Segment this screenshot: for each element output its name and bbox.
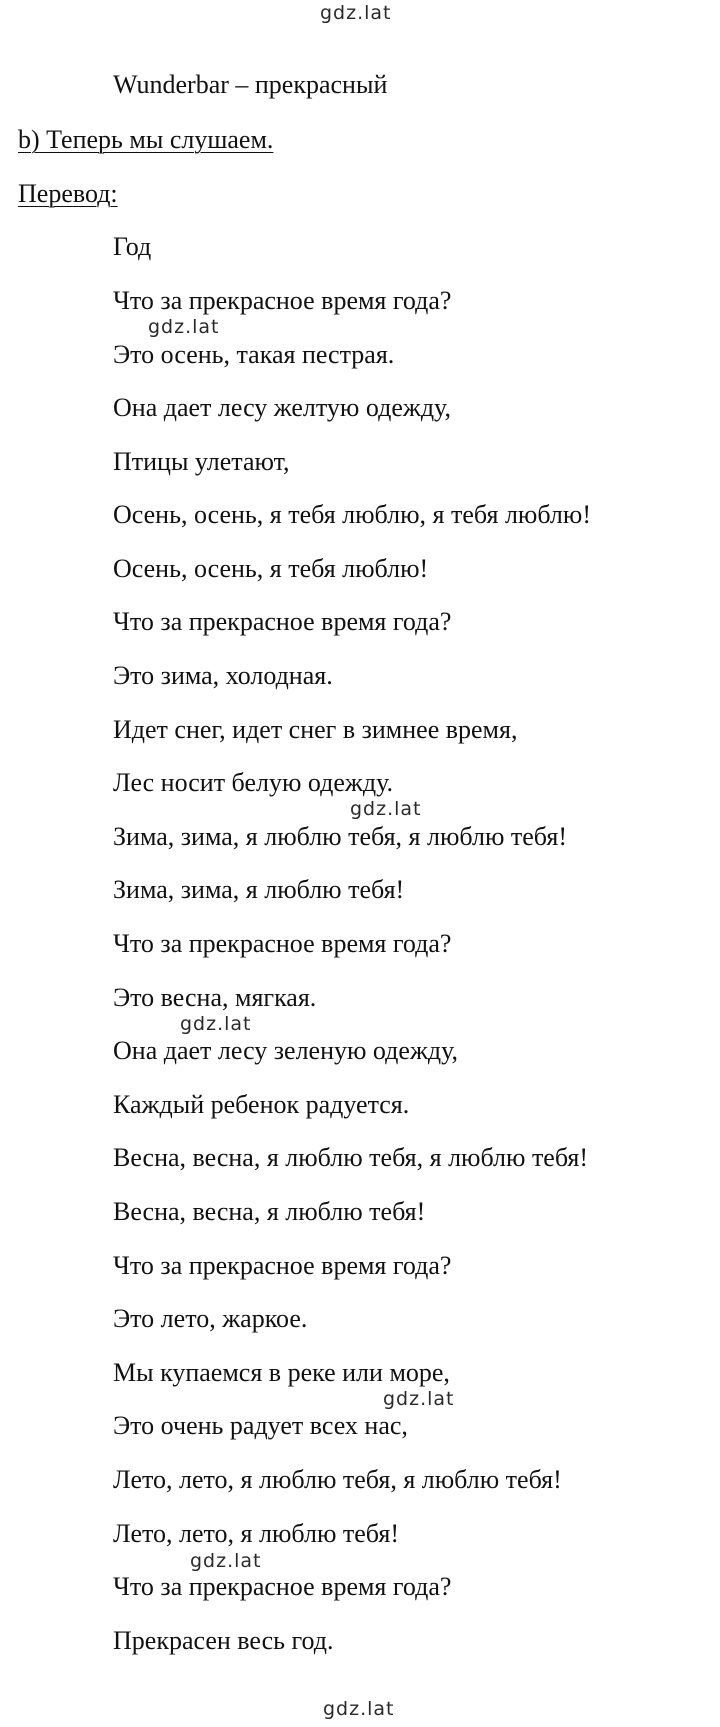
poem-line: Идет снег, идет снег в зимнее время, [113,715,518,744]
watermark: gdz.lat [180,1013,252,1035]
watermark-top: gdz.lat [320,2,392,24]
poem-line: Зима, зима, я люблю тебя! [113,875,405,904]
watermark: gdz.lat [383,1388,455,1410]
poem-line: Зима, зима, я люблю тебя, я люблю тебя! [113,822,567,851]
poem-line: Лето, лето, я люблю тебя, я люблю тебя! [113,1465,562,1494]
poem-line: Прекрасен весь год. [113,1626,334,1655]
poem-line: Весна, весна, я люблю тебя! [113,1197,426,1226]
poem-line: Это весна, мягкая. [113,983,317,1012]
poem-line: Лес носит белую одежду. [113,768,393,797]
intro-line: Wunderbar – прекрасный [113,70,388,99]
poem-line: Она дает лесу зеленую одежду, [113,1036,459,1065]
poem-line: Это лето, жаркое. [113,1304,308,1333]
poem-line: Что за прекрасное время года? [113,1251,452,1280]
poem-line: Весна, весна, я люблю тебя, я люблю тебя! [113,1143,589,1172]
poem-line: Это очень радует всех нас, [113,1411,408,1440]
poem-line: Это осень, такая пестрая. [113,340,395,369]
poem-title: Год [113,232,152,261]
poem-line: Лето, лето, я люблю тебя! [113,1519,399,1548]
watermark: gdz.lat [190,1550,262,1572]
watermark: gdz.lat [350,798,422,820]
poem-line: Каждый ребенок радуется. [113,1090,410,1119]
watermark: gdz.lat [148,316,220,338]
poem-line: Что за прекрасное время года? [113,607,452,636]
poem-line: Что за прекрасное время года? [113,286,452,315]
poem-line: Она дает лесу желтую одежду, [113,393,451,422]
poem-line: Осень, осень, я тебя люблю! [113,554,429,583]
translation-label: Перевод: [18,179,118,208]
poem-line: Птицы улетают, [113,447,290,476]
poem-line: Осень, осень, я тебя люблю, я тебя люблю! [113,500,591,529]
poem-line: Мы купаемся в реке или море, [113,1358,450,1387]
watermark-bottom: gdz.lat [323,1698,395,1720]
poem-line: Это зима, холодная. [113,661,333,690]
poem-line: Что за прекрасное время года? [113,1572,452,1601]
section-heading: b) Теперь мы слушаем. [18,125,274,154]
poem-line: Что за прекрасное время года? [113,929,452,958]
